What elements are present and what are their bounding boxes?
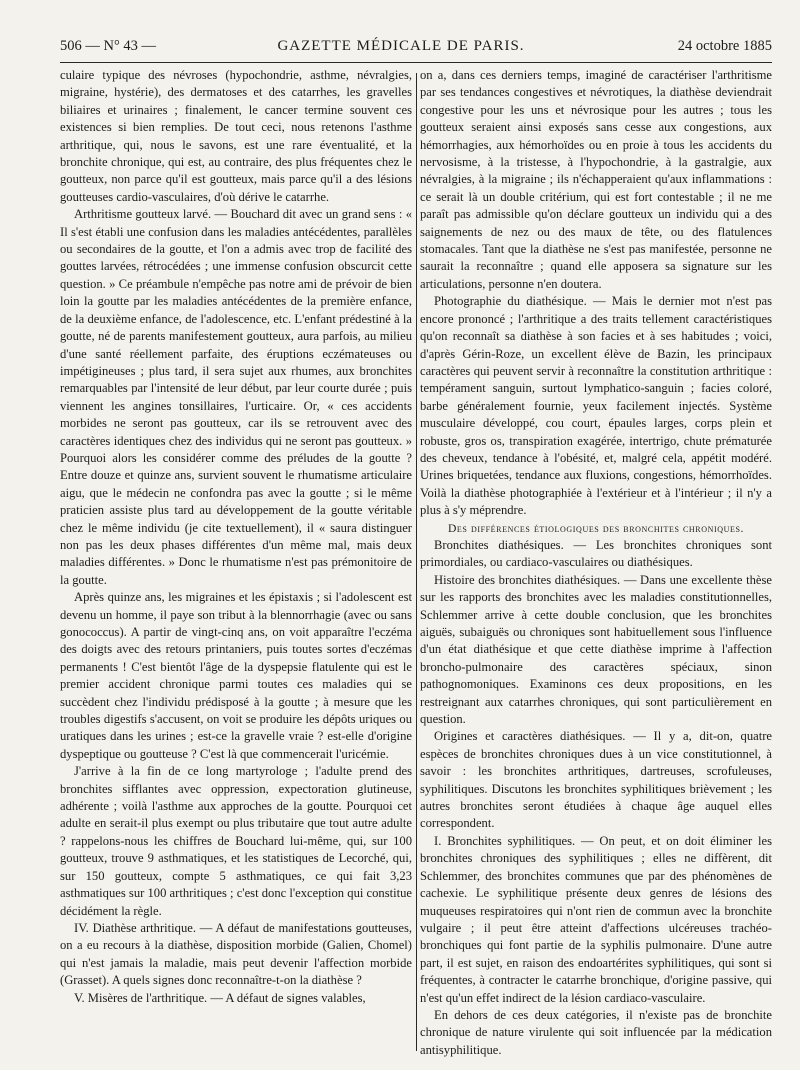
paragraph: culaire typique des névroses (hypochondrie, asthme, névralgies, migraine, hystérie), des dermatoses et des catarrhes, les gravelles biliaires et urinaires ; finalement, le cancer termine souvent ces existences si bien remplies. De tout ceci, nous retenons l'asthme arthritique, qui, nous le savons, est une rare éventualité, et la bronchite chronique, qui est, au contraire, des plus fréquentes chez le goutteux, non parce qu'il est goutteux, mais parce qu'il a des lésions goutteuses cardio-vasculaires, d'où dérive le catarrhe. xyxy=(60,68,412,204)
right-column xyxy=(420,67,772,1057)
paragraph: Arthritisme goutteux larvé. — Bouchard dit avec un grand sens : « Il s'est établi une confusion dans les maladies antécédentes, parallèles ou secondaires de la goutte, et l'on a admis avec trop de facilité des gouttes larvées, rétrocédées ; une immense confusion obscurcit cette question. » Ce préambule n'empêche pas notre ami de prévoir de bien loin la goutte par les maladies antécédentes de la première enfance, de la deuxième enfance, de l'adolescence, etc. L'enfant prédestiné à la goutte, né de parents manifestement goutteux, aura parfois, au milieu d'une santé réellement parfaite, des éruptions eczémateuses ou impétigineuses ; plus tard, il sera sujet aux rhumes, aux bronchites remarquables par l'intensité de leur début, par leur courte durée ; puis viennent les angines tonsillaires, l'urticaire. Or, « ces accidents morbides ne seront pas goutteux, car ils se retrouvent avec des caractères identiques chez des individus qui ne seront pas goutteux. » Pourquoi alors les considérer comme des préludes de la goutte ? Entre douze et quinze ans, survient souvent le rhumatisme articulaire aigu, que le médecin ne confondra pas avec la goutte ; si le même praticien assiste plus tard au développement de la goutte véritable chez le même individu (je cite textuellement), il « saura distinguer non pas les deux phases différentes d'un même mal, mais deux maladies différentes. » Donc le rhumatisme n'est pas prémonitoire de la goutte. xyxy=(60,207,412,587)
paragraph: Photographie du diathésique. — Mais le dernier mot n'est pas encore prononcé ; l'arthritique a des traits tellement caractéristiques qu'on reconnaît sa diathèse à son facies et à ses habitudes ; voici, d'après Gérin-Roze, un excellent élève de Bazin, les principaux caractères qui peuvent servir à reconnaître la constitution arthritique : tempérament sanguin, surtout lymphatico-sanguin ; facies coloré, barbe généralement fournie, yeux facilement injectés. Système musculaire développé, cou court, épaules larges, corps plein et robuste, gros os, transpiration exagérée, intertrigo, chute prématurée des cheveux, tendance à l'obésité, et, malgré cela, appétit modéré. Urines briquetées, tendance aux fluxions, congestions, hémorrhoïdes. Voilà la diathèse photographiée à l'extérieur et à l'intérieur ; il n'y a plus à s'y méprendre. xyxy=(420,294,772,518)
two-column-body xyxy=(60,67,772,1057)
journal-title: GAZETTE MÉDICALE DE PARIS. xyxy=(277,38,525,54)
paragraph: Histoire des bronchites diathésiques. — Dans une excellente thèse sur les rapports des bronchites avec les maladies constitutionnelles, Schlemmer arrive à cette double conclusion, que les bronchites aiguës, subaiguës ou chroniques sont habituellement sous l'influence d'un état diathésique et que cette diathèse imprime à l'affection broncho-pulmonaire des caractères spéciaux, sinon pathognomoniques. Examinons ces deux propositions, en les restreignant aux catarrhes chroniques, qui sont particulièrement en question. xyxy=(420,572,772,727)
issue-date: 24 octobre 1885 xyxy=(677,38,772,54)
paragraph: IV. Diathèse arthritique. — A défaut de manifestations goutteuses, on a eu recours à la diathèse, disposition morbide (Galien, Chomel) qui n'est jamais la maladie, mais peut devenir l'affection morbide (Grasset). A quels signes donc reconnaître-t-on la diathèse ? xyxy=(60,920,412,988)
paragraph: V. Misères de l'arthritique. — A défaut de signes valables, xyxy=(74,990,366,1005)
paragraph: Origines et caractères diathésiques. — Il y a, dit-on, quatre espèces de bronchites chroniques dues à un vice constitutionnel, à savoir : les bronchites arthritiques, dartreuses, scrofuleuses, syphilitiques. Discutons les bronchites syphilitiques brièvement ; les autres bronchites seront étudiées à chaque âge auquel elles correspondent. xyxy=(420,729,772,831)
running-header xyxy=(60,38,772,63)
paragraph: En dehors de ces deux catégories, il n'existe pas de bronchite chronique de nature virulente qui soit influencée par la médication antisyphilitique. xyxy=(420,1007,772,1057)
page-number: 506 — N° 43 — xyxy=(60,38,157,54)
paragraph: on a, dans ces derniers temps, imaginé de caractériser l'arthritisme par ses tendances congestives et névrotiques, la diathèse deviendrait congestive pour les uns et névrosique pour les autres ; tous les goutteux seraient ainsi exposés sans cesse aux congestions, aux hémorrhagies, aux hémorhoïdes ou en proie à tous les accidents du nervosisme, à la tristesse, à l'hypochondrie, à la gastralgie, aux névralgies, à la migraine ; ils n'échapperaient qu'aux inflammations : ce serait là un double critérium, qui est fort contestable ; il ne me paraît pas admissible qu'on déclare goutteux un individu qui a des saignements de nez ou des maux de tête, ou des flatulences stomacales. Tant que la diathèse ne s'est pas manifestée, personne ne saurait la reconnaître ; quand elle apposera sa signature sur les articulations, personne n'en doutera. xyxy=(420,68,772,291)
paragraph: J'arrive à la fin de ce long martyrologe ; l'adulte prend des bronchites sifflantes avec oppression, expectoration glutineuse, adhérente ; voilà l'asthme aux approches de la goutte. Pourquoi cet adulte en serait-il plus exempt ou plus tributaire que tout autre adulte ? rappelons-nous les chiffres de Bouchard lui-même, qui, sur 100 goutteux, trouve 9 asthmatiques, et les statistiques de Lecorché, qui, sur 150 goutteux, compte 5 asthmatiques, ce qui fait 3,23 asthmatiques sur 100 arthritiques ; c'est donc l'exception qui constitue décidément la règle. xyxy=(60,764,412,918)
paragraph: Après quinze ans, les migraines et les épistaxis ; si l'adolescent est devenu un homme, il paye son tribut à la blennorrhagie (avec ou sans gonococcus). A partir de vingt-cinq ans, on voit apparaître l'eczéma des doigts avec des retours printaniers, puis toutes sortes d'eczémas permanents ! C'est bientôt l'âge de la dyspepsie flatulente qui est le premier accident chronique parmi toutes ces maladies qui se succèdent chez l'individu prédisposé à la goutte ; à mesure que les troubles digestifs s'accusent, on voit se produire les dépôts uriques ou uratiques dans les urines ; est-ce la gravelle vraie ? est-elle d'origine dyspeptique ou goutteuse ? C'est là que commencerait l'uricémie. xyxy=(60,590,412,761)
section-heading: Des différences étiologiques des bronchites chroniques. xyxy=(447,521,745,535)
left-column xyxy=(60,67,412,1057)
paragraph: Bronchites diathésiques. — Les bronchites chroniques sont primordiales, ou cardiaco-vasculaires ou diathésiques. xyxy=(420,537,772,570)
paragraph: I. Bronchites syphilitiques. — On peut, et on doit éliminer les bronchites chroniques des syphilitiques ; elles ne diffèrent, dit Schlemmer, des bronchites communes que par des phénomènes de cachexie. Le syphilitique présente deux genres de lésions des muqueuses respiratoires qui n'ont rien de commun avec la bronchite vulgaire ; il peut être atteint d'affections ulcéreuses trachéo-bronchiques qui font partie de la syphilis pulmonaire. D'une autre part, il est sujet, en raison des endoartérites syphilitiques, qui sont si fréquentes, à contracter le catarrhe bronchique, d'origine passive, qui n'est qu'un effet indirect de la lésion cardiaco-vasculaire. xyxy=(420,833,772,1005)
column-divider xyxy=(416,73,417,1051)
